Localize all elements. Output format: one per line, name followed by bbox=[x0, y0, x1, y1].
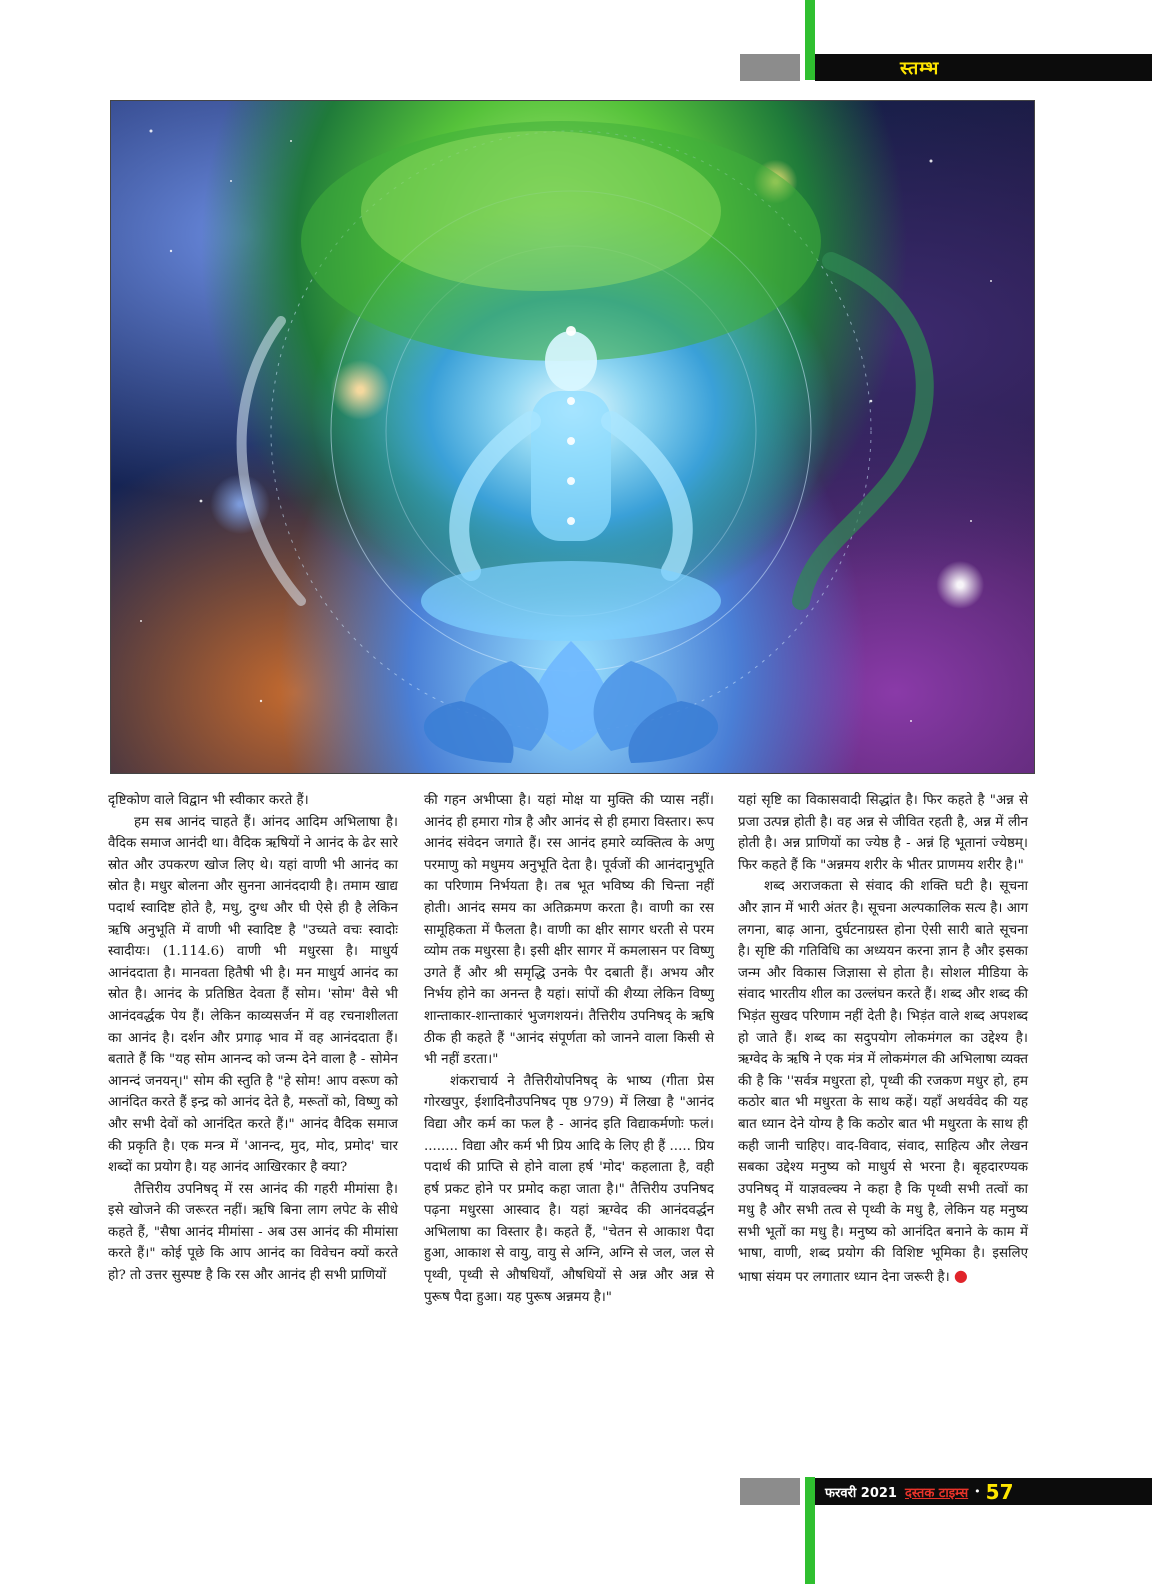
text-column-1 bbox=[108, 790, 398, 1287]
green-accent-bar-top bbox=[805, 0, 815, 80]
footer-grey-block bbox=[740, 1478, 800, 1505]
green-accent-bar-bottom bbox=[805, 1477, 815, 1584]
hero-illustration bbox=[110, 100, 1035, 774]
end-of-article-mark: ● bbox=[953, 1266, 968, 1286]
paragraph-text: शब्द अराजकता से संवाद की शक्ति घटी है। सूचना और ज्ञान में भारी अंतर है। सूचना अल्पकालिक सत्य है। आग लगना, बाढ़ आना, दुर्घटनाग्रस्त होना ऐसी सारी बाते सूचना है। सृष्टि की गतिविधि का अध्ययन करना ज्ञान है और इसका जन्म और विकास जिज्ञासा से होता है। सोशल मीडिया के संवाद भारतीय शील का उल्लंघन करते हैं। शब्द और शब्द की भिड़ंत सुखद परिणाम नहीं देती है। भिड़ंत वाले शब्द अपशब्द हो जाते हैं। शब्द का सदुपयोग लोकमंगल का उद्देश्य है। ऋग्वेद के ऋषि ने एक मंत्र में लोकमंगल की अभिलाषा व्यक्त की है कि ''सर्वत्र मधुरता हो, पृथ्वी की रजकण मधुर हो, हम कठोर बात भी मधुरता के साथ कहें। यहाँ अथर्ववेद की यह बात ध्यान देने योग्य है कि कठोर बात भी मधुरता के साथ ही कही जानी चाहिए। वाद-विवाद, संवाद, साहित्य और लेखन सबका उद्देश्य मनुष्य को माधुर्य से भरना है। बृहदारण्यक उपनिषद् में याज्ञवल्क्य ने कहा है कि पृथ्वी सभी तत्वों का मधु है और सभी तत्व से पृथ्वी के मधु है, लेकिन यह मनुष्य सभी भूतों का मधु है। मनुष्य को आनंदित बनाने के काम में भाषा, वाणी, शब्द प्रयोग की विशिष्ट भूमिका है। इसलिए भाषा संयम पर लगातार ध्यान देना जरूरी है। bbox=[738, 879, 1028, 1286]
footer-separator: • bbox=[974, 1485, 981, 1498]
paragraph: शंकराचार्य ने तैत्तिरीयोपनिषद् के भाष्य (गीता प्रेस गोरखपुर, ईशादिनौउपनिषद पृष्ठ 979) में लिखा है "आनंद विद्या और कर्म का फल है - आनंद इति विद्याकर्मणोः फलं। ........ विद्या और कर्म भी प्रिय आदि के लिए ही हैं ..... प्रिय पदार्थ की प्राप्ति से होने वाला हर्ष 'मोद' कहलाता है, वही हर्ष प्रकट होने पर प्रमोद कहा जाता है।" तैत्तिरीय उपनिषद पढ़ना मधुरसा आस्वाद है। यहां ऋग्वेद की आनंदवर्द्धन अभिलाषा का विस्तार है। कहते हैं, "चेतन से आकाश पैदा हुआ, आकाश से वायु, वायु से अग्नि, अग्नि से जल, जल से पृथ्वी, पृथ्वी से औषधियाँ, औषधियों से अन्न और अन्न से पुरूष पैदा हुआ। यह पुरूष अन्नमय है।" bbox=[424, 1073, 714, 1305]
meditating-figure-illustration bbox=[111, 101, 1034, 773]
paragraph: यहां सृष्टि का विकासवादी सिद्धांत है। फिर कहते है "अन्न से प्रजा उत्पन्न होती है। वह अन्न से जीवित रहती है, अन्न में लीन होती है। अन्न प्राणियों का ज्येष्ठ है - अन्नं हि भूतानां ज्येष्ठम्। फिर कहते हैं कि "अन्नमय शरीर के भीतर प्राणमय शरीर है।" bbox=[738, 793, 1028, 873]
header-grey-block bbox=[740, 54, 800, 81]
paragraph-final bbox=[738, 876, 1028, 1288]
page-number: 57 bbox=[985, 1479, 1014, 1504]
section-label: स्तम्भ bbox=[900, 57, 940, 79]
paragraph: की गहन अभीप्सा है। यहां मोक्ष या मुक्ति की प्यास नहीं। आनंद ही हमारा गोत्र है और आनंद से ही हमारा विस्तार। रूप आनंद संवेदन जगाते हैं। रस आनंद हमारे व्यक्तित्व के अणु परमाणु को मधुमय अनुभूति देता है। पूर्वजों की आनंदानुभूति का परिणाम निर्भयता है। तब भूत भविष्य की चिन्ता नहीं होती। आनंद समय का अतिक्रमण करता है। वाणी का रस सामूहिकता में फैलता है। वाणी का क्षीर सागर धरती से परम व्योम तक मधुरसा है। इसी क्षीर सागर में कमलासन पर विष्णु उगते हैं और श्री समृद्धि उनके पैर दबाती हैं। अभय और निर्भय होने का अनन्त है यहां। सांपों की शैय्या लेकिन विष्णु शान्ताकार-शान्ताकारं भुजगशयनं। तैत्तिरीय उपनिषद् के ऋषि ठीक ही कहते हैं "आनंद संपूर्णता को जानने वाला किसी से भी नहीं डरता।" bbox=[424, 793, 714, 1068]
magazine-name: दस्तक टाइम्स bbox=[904, 1485, 969, 1501]
paragraph: तैत्तिरीय उपनिषद् में रस आनंद की गहरी मीमांसा है। इसे खोजने की जरूरत नहीं। ऋषि बिना लाग लपेट के सीधे कहते हैं, "सैषा आनंद मीमांसा - अब उस आनंद की मीमांसा करते हैं।" कोई पूछे कि आप आनंद का विवेचन क्यों करते हो? तो उत्तर सुस्पष्ट है कि रस और आनंद ही सभी प्राणियों bbox=[108, 1181, 398, 1284]
section-header bbox=[815, 54, 1152, 81]
issue-month: फरवरी 2021 bbox=[825, 1485, 897, 1501]
footer-bar bbox=[815, 1478, 1152, 1505]
text-column-2 bbox=[424, 790, 714, 1308]
paragraph: हम सब आनंद चाहते हैं। आंनद आदिम अभिलाषा है। वैदिक समाज आनंदी था। वैदिक ऋषियों ने आनंद के ढेर सारे स्रोत और उपकरण खोज लिए थे। यहां वाणी भी आनंद का स्रोत है। मधुर बोलना और सुनना आनंददायी है। तमाम खाद्य पदार्थ स्वादिष्ट होते है, मधु, दुग्ध और घी ऐसे ही है लेकिन ऋषि अनुभूति में वाणी भी स्वादिष्ट है "उच्यते वचः स्वादोः स्वादीयः। (1.114.6) वाणी भी मधुरसा है। माधुर्य आनंददाता है। मानवता हितैषी भी है। मन माधुर्य आनंद का स्रोत है। आनंद के प्रतिष्ठित देवता हैं सोम। 'सोम' वैसे भी आनंदवर्द्धक पेय हैं। लेकिन काव्यसर्जन में वह रचनाशीलता का आनंद है। दर्शन और प्रगाढ़ भाव में वह आनंददाता हैं। बताते हैं कि "यह सोम आनन्द को जन्म देने वाला है - सोमेन आनन्दं जनयन्।" सोम की स्तुति है "हे सोम! आप वरूण को आनंदित करते हैं इन्द्र को आनंद देते है, मरूतों को, विष्णु को और सभी देवों को आनंदित करते हैं।" आनंद वैदिक समाज की प्रकृति है। एक मन्त्र में 'आनन्द, मुद, मोद, प्रमोद' चार शब्दों का प्रयोग है। यह आनंद आखिरकार है क्या? bbox=[108, 814, 398, 1176]
paragraph: दृष्टिकोण वाले विद्वान भी स्वीकार करते हैं। bbox=[108, 793, 309, 808]
text-column-3 bbox=[738, 790, 1028, 1289]
